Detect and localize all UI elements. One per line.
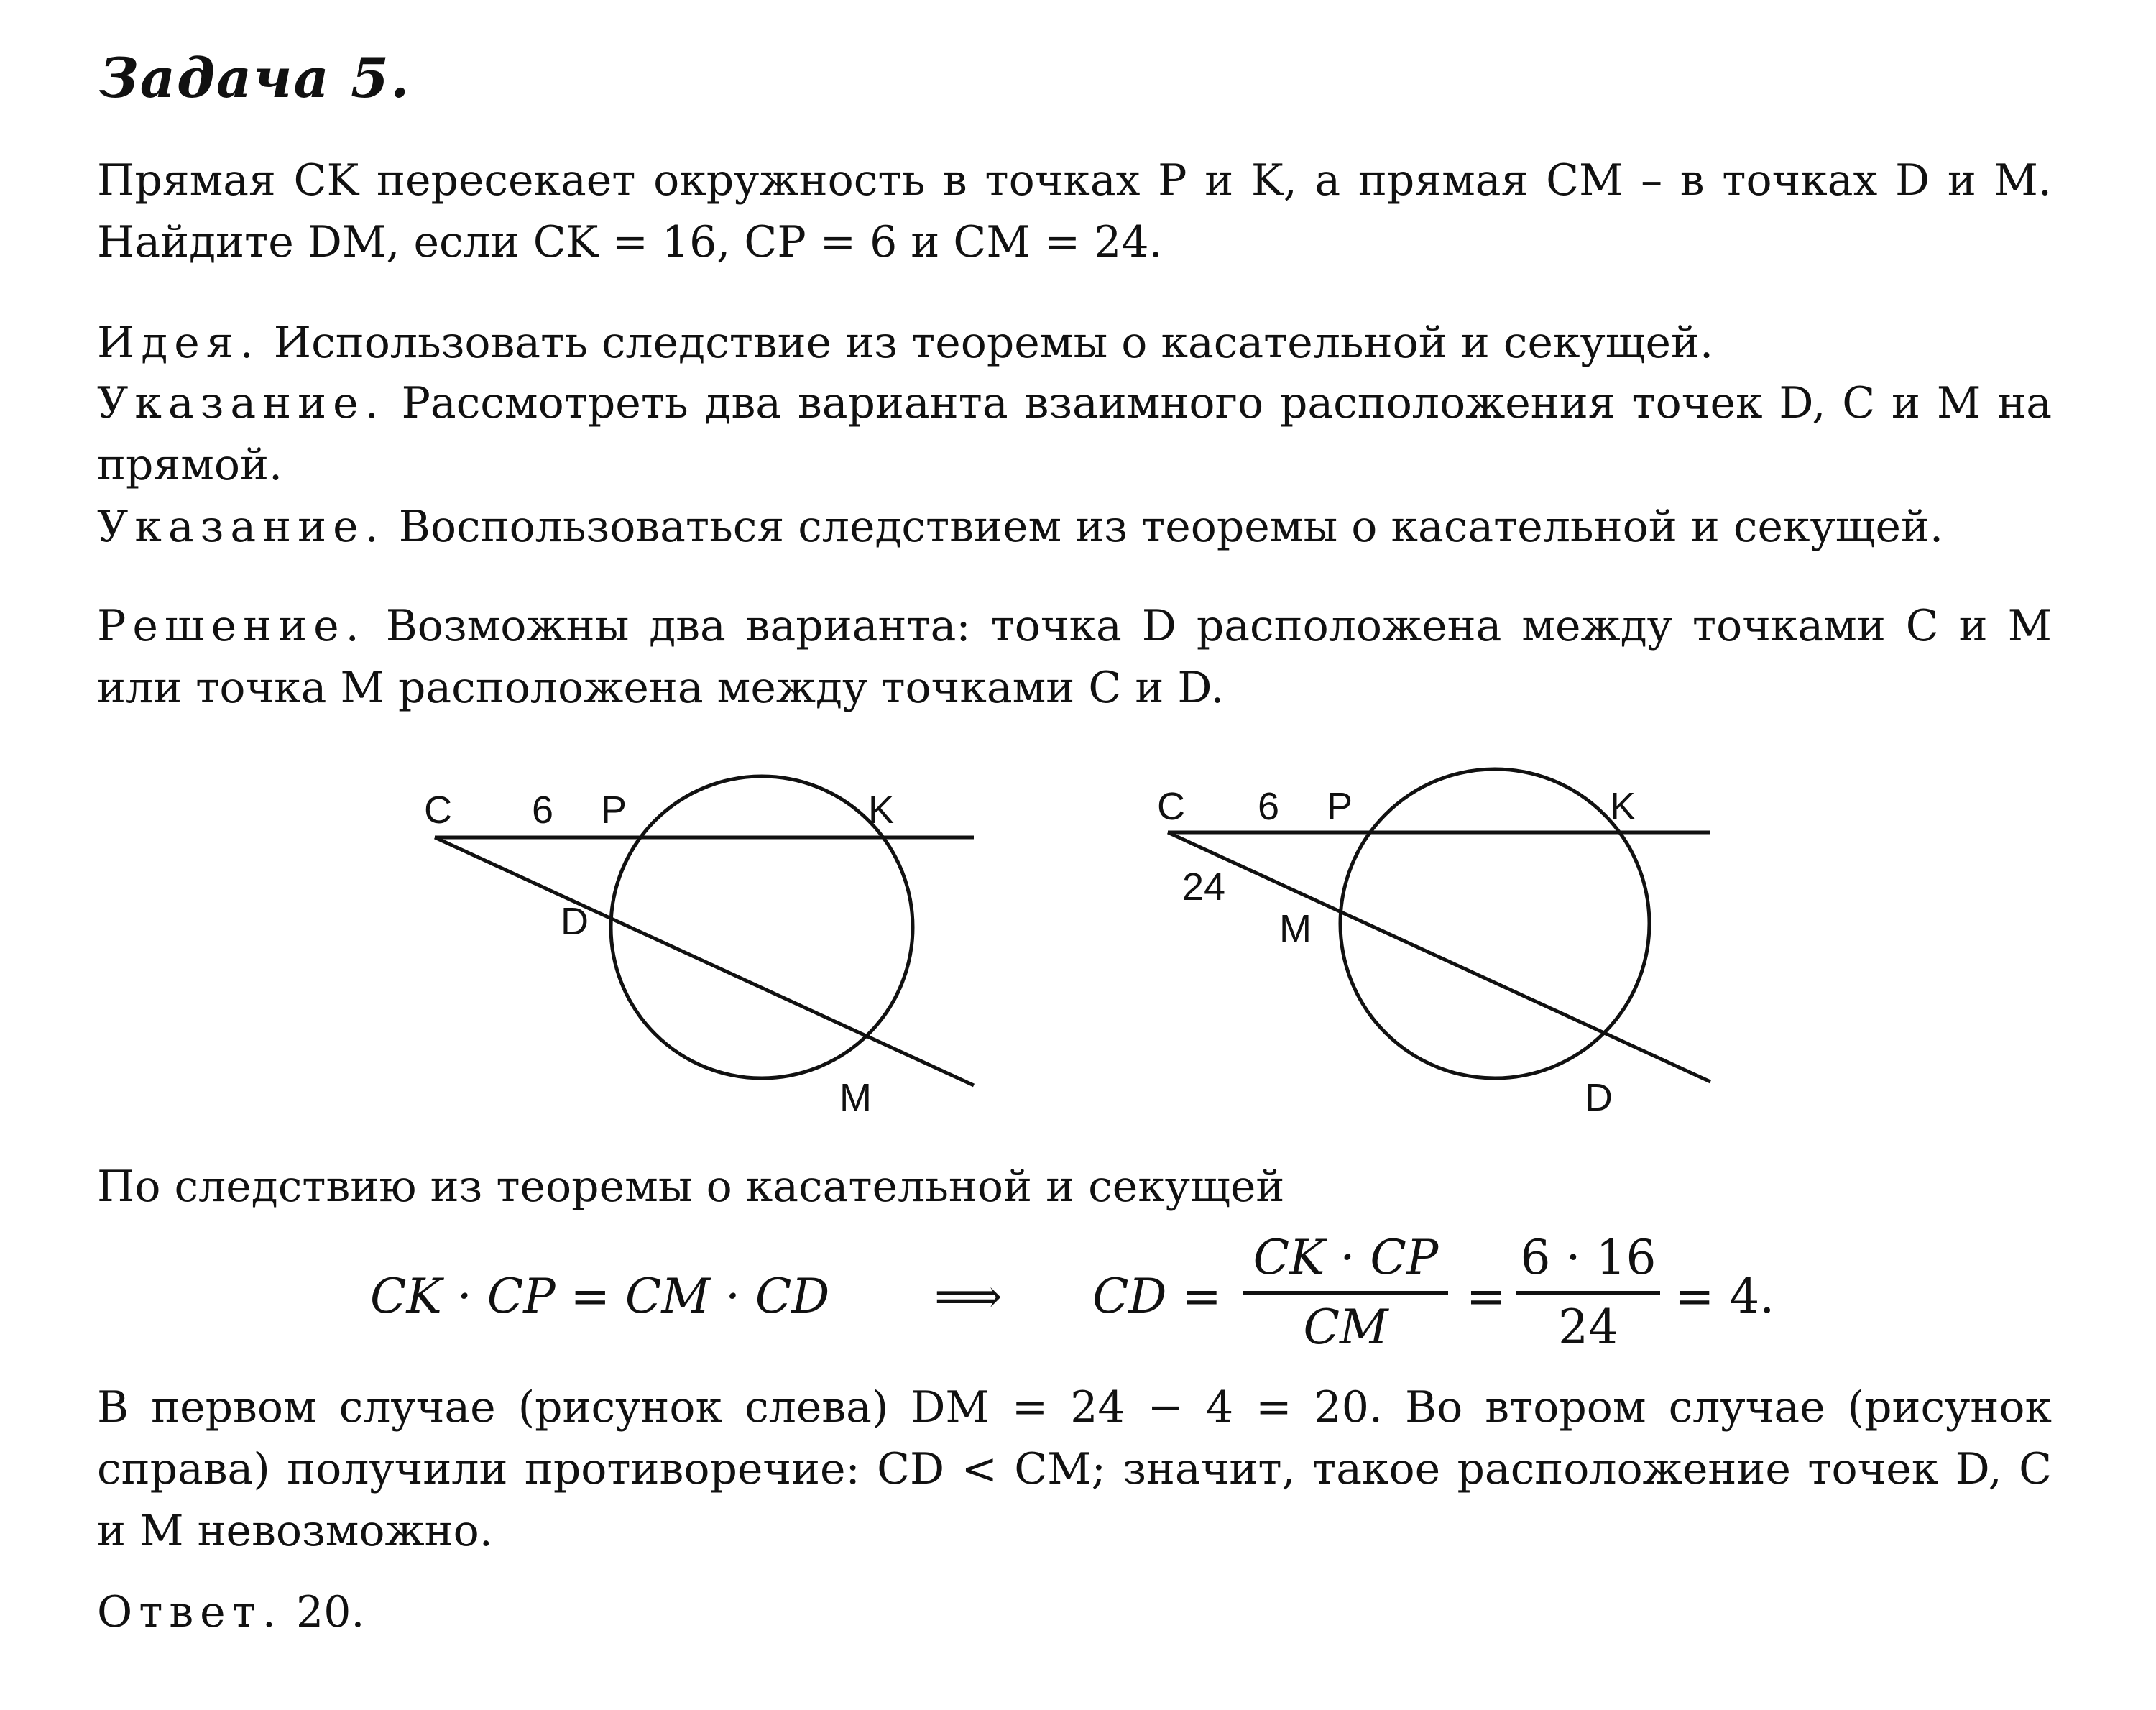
formula-eq: = <box>1466 1269 1506 1324</box>
conclusion-paragraph: В первом случае (рисунок слева) DM = 24 − 4 = 20. Во втором случае (рисунок справа) получили противоречие: CD < CM; значит, такое расположение точек D, C и M невозможно. <box>97 1382 2053 1556</box>
idea-label: Идея. <box>97 318 260 368</box>
hint2-text: Воспользоваться следствием из теоремы о касательной и секущей. <box>398 502 1944 552</box>
fraction1-denominator: CM <box>1303 1300 1388 1355</box>
formula-implies: ⟹ <box>934 1269 1003 1324</box>
fraction1-bar <box>1243 1291 1448 1295</box>
label-c: C <box>424 789 452 832</box>
fraction-6-16-over-24 <box>1516 1229 1660 1356</box>
formula-result: = 4. <box>1674 1269 1775 1324</box>
label-c: C <box>1157 785 1185 828</box>
hint2-paragraph <box>97 496 1943 558</box>
figure-right-svg <box>1135 748 1754 1121</box>
fraction1-numerator: CK · CP <box>1253 1230 1439 1285</box>
label-k: K <box>1610 785 1636 828</box>
hint1-paragraph <box>97 372 2052 496</box>
fraction-ck-cp-over-cm <box>1243 1229 1448 1356</box>
fraction2-bar <box>1516 1291 1660 1295</box>
figure-left <box>402 748 1006 1121</box>
label-d: D <box>1585 1076 1613 1119</box>
theorem-line: По следствию из теоремы о касательной и секущей <box>97 1162 1285 1212</box>
secant-cd <box>1168 832 1710 1082</box>
solution-paragraph <box>97 595 2052 719</box>
formula-cd-eq: CD = <box>1092 1269 1222 1324</box>
label-cp-length: 6 <box>532 789 554 832</box>
label-m: M <box>839 1076 872 1119</box>
secant-cm <box>435 837 974 1085</box>
formula <box>367 1229 1804 1373</box>
answer-paragraph <box>97 1581 364 1643</box>
hint1-label: Указание. <box>97 378 385 428</box>
solution-label: Решение. <box>97 601 366 651</box>
answer-label: Ответ. <box>97 1587 282 1637</box>
formula-lhs: CK · CP = CM · CD <box>370 1269 830 1324</box>
label-m: M <box>1279 907 1312 950</box>
label-cm-length: 24 <box>1182 865 1226 909</box>
label-p: P <box>601 789 627 832</box>
idea-paragraph <box>97 312 1713 374</box>
label-k: K <box>868 789 895 832</box>
figure-right <box>1135 748 1754 1121</box>
figure-left-svg <box>402 748 1006 1121</box>
label-d: D <box>561 900 589 943</box>
answer-value: 20. <box>296 1587 365 1637</box>
idea-text: Использовать следствие из теоремы о касательной и секущей. <box>273 318 1714 368</box>
fraction2-denominator: 24 <box>1558 1300 1618 1355</box>
circle <box>611 776 913 1078</box>
label-cp-length: 6 <box>1258 785 1280 828</box>
hint2-label: Указание. <box>97 502 385 552</box>
problem-statement: Прямая CK пересекает окружность в точках P и K, а прямая CM – в точках D и M. Найдите DM, если CK = 16, CP = 6 и CM = 24. <box>97 155 2052 267</box>
label-p: P <box>1327 785 1353 828</box>
problem-title: Задача 5. <box>99 46 411 110</box>
hint1-text: Рассмотреть два варианта взаимного расположения точек D, C и M на прямой. <box>97 378 2052 490</box>
fraction2-numerator: 6 · 16 <box>1520 1230 1657 1285</box>
solution-text: Возможны два варианта: точка D расположена между точками C и M или точка M расположена между точками C и D. <box>97 601 2053 713</box>
